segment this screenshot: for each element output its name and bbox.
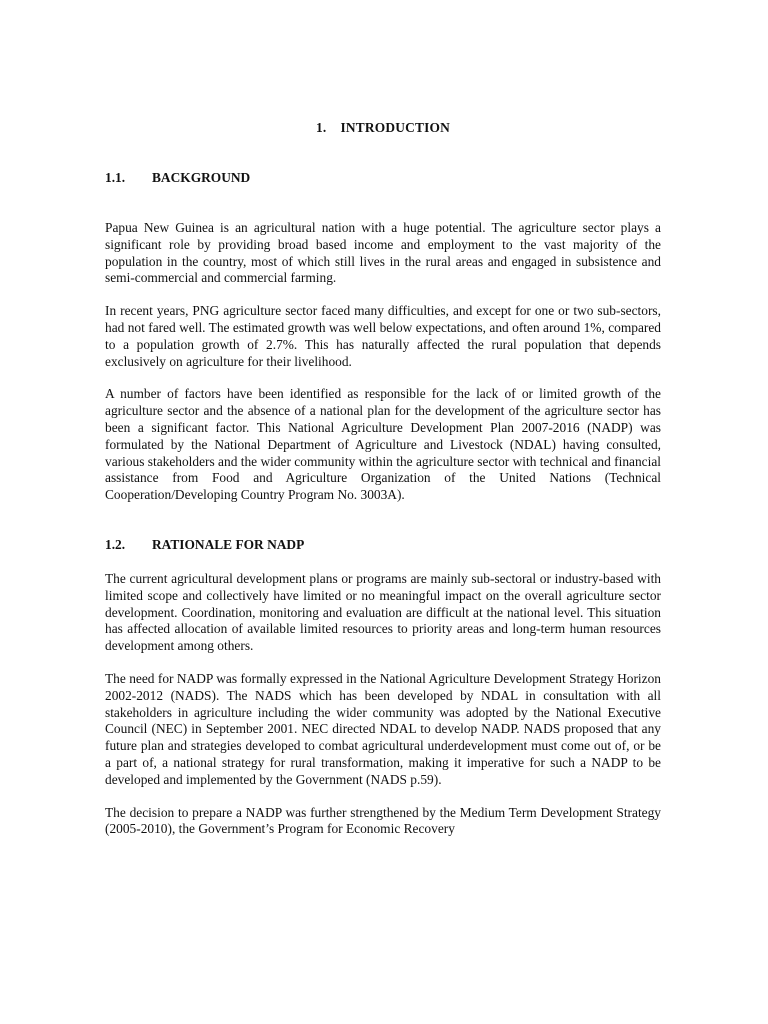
section-heading-background [105,170,661,186]
paragraph: The decision to prepare a NADP was further strengthened by the Medium Term Development Strategy (2005-2010), the Government’s Program for Economic Recovery [105,804,661,837]
page-content [105,120,661,838]
section-number: 1.2. [105,536,126,552]
section-title: RATIONALE FOR NADP [152,536,305,552]
section-number: 1.1. [105,170,126,185]
section-title: BACKGROUND [152,170,251,185]
paragraph: Papua New Guinea is an agricultural nation with a huge potential. The agriculture sector plays a significant role by providing broad based income and employment to the vast majority of the population in the country, most of which still lives in the rural areas and engaged in subsistence and semi-commercial and commercial farming. [105,220,661,286]
chapter-number: 1. [316,120,327,135]
chapter-title-text: INTRODUCTION [340,120,450,135]
paragraph: The current agricultural development plans or programs are mainly sub-sectoral or industry-based with limited scope and collectively have limited or no meaningful impact on the overall agriculture sector development. Coordination, monitoring and evaluation are difficult at the national level. This situation has affected allocation of available limited resources to priority areas and long-term human resources development among others. [105,570,661,654]
section-heading-rationale [105,537,661,553]
paragraph: The need for NADP was formally expressed in the National Agriculture Development Strategy Horizon 2002-2012 (NADS). The NADS which has been developed by NDAL in consultation with all stakeholders in agriculture including the wider community was adopted by the National Executive Council (NEC) in September 2001. NEC directed NDAL to develop NADP. NADS proposed that any future plan and strategies developed to combat agricultural underdevelopment must come out of, or be a part of, a national strategy for rural transformation, making it imperative for such a NADP to be developed and implemented by the Government (NADS p.59). [105,670,661,787]
chapter-title [105,120,661,136]
paragraph: A number of factors have been identified as responsible for the lack of or limited growth of the agriculture sector and the absence of a national plan for the development of the agriculture sector has been a significant factor. This National Agriculture Development Plan 2007-2016 (NADP) was formulated by the National Department of Agriculture and Livestock (NDAL) having consulted, various stakeholders and the wider community within the agriculture sector with technical and financial assistance from Food and Agriculture Organization of the United Nations (Technical Cooperation/Developing Country Program No. 3003A). [105,386,661,503]
paragraph: In recent years, PNG agriculture sector faced many difficulties, and except for one or two sub-sectors, had not fared well. The estimated growth was well below expectations, and often around 1%, compared to a population growth of 2.7%. This has naturally affected the rural population that depends exclusively on agriculture for their livelihood. [105,303,661,369]
